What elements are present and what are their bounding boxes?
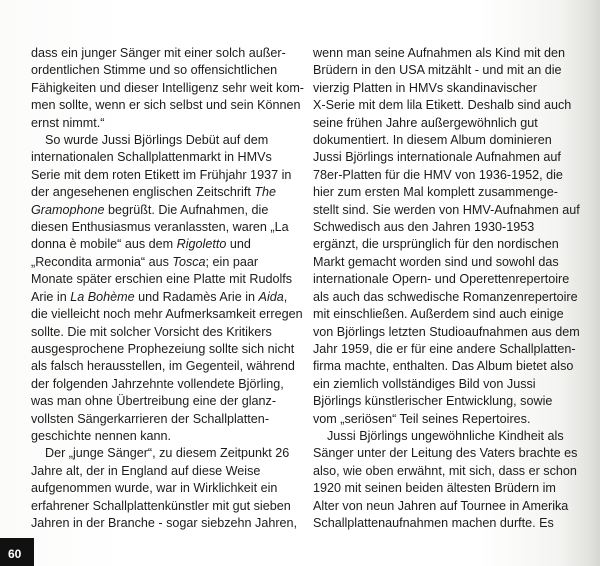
text-line: vom „seriösen“ Teil seines Repertoires.	[313, 411, 531, 426]
text-line: der angesehenen englischen Zeitschrift The	[31, 185, 277, 200]
text-line: ernst nimmt.“	[31, 115, 105, 130]
right-text-column	[313, 45, 580, 532]
text-line: Sänger unter der Leitung des Vaters brachte es	[313, 446, 578, 461]
text-line: So wurde Jussi Björlings Debüt auf dem	[45, 133, 269, 148]
text-line: was man ohne Übertreibung eine der glanz-	[31, 394, 277, 409]
text-line: ordentlichen Stimme und so offensichtlichen	[31, 63, 278, 78]
text-line: diesen Enthusiasmus veranlassten, waren „La	[31, 220, 289, 235]
text-line: die vielleicht noch mehr Aufmerksamkeit erregen	[31, 307, 303, 322]
text-line: Fähigkeiten und dieser Intelligenz sehr weit kom-	[31, 80, 305, 95]
page-number-box	[0, 538, 34, 566]
text-line: erfahrener Schallplattenkünstler mit gut sieben	[31, 498, 291, 513]
text-line: Brüdern in den USA mitzählt - und mit an die	[313, 63, 562, 78]
text-line: Jahr 1959, die er für eine andere Schallplatten-	[313, 341, 576, 356]
text-line: X-Serie mit dem lila Etikett. Deshalb sind auch	[313, 98, 572, 113]
text-line: als falsch herausstellen, im Gegenteil, während	[31, 359, 295, 374]
text-line: Der „junge Sänger“, zu diesem Zeitpunkt 26	[45, 446, 290, 461]
text-line: Schwedisch aus den Jahren 1930-1953	[313, 220, 535, 235]
text-line: vollsten Sängerkarrieren der Schallplatten-	[31, 411, 270, 426]
text-line: „Recondita armonia“ aus Tosca; ein paar	[31, 254, 259, 269]
text-line: ergänzt, die ursprünglich für den nordischen	[313, 237, 559, 252]
text-line: hier zum ersten Mal komplett zusammenge-	[313, 185, 558, 200]
text-line: Alter von neun Jahren auf Tournee in Amerika	[313, 498, 569, 513]
text-line: der folgenden Jahrzehnte vollendete Björling,	[31, 376, 284, 391]
text-line: aufgenommen wurde, war in Wirklichkeit ein	[31, 481, 278, 496]
text-line: firma machte, enthalten. Das Album bietet also	[313, 359, 574, 374]
text-line: Jahre alt, der in England auf diese Weise	[31, 463, 261, 478]
text-line: also, wie oben erwähnt, mit sich, dass er schon	[313, 463, 577, 478]
text-line: Jussi Björlings internationale Aufnahmen auf	[313, 150, 561, 165]
text-line: geschichte nennen kann.	[31, 428, 172, 443]
text-line: Jahren in der Branche - sogar siebzehn Jahren,	[31, 515, 298, 530]
text-line: von Björlings letzten Studioaufnahmen aus dem	[313, 324, 580, 339]
text-line: 78er-Platten für die HMV von 1936-1952, die	[313, 167, 563, 182]
text-line: dass ein junger Sänger mit einer solch außer-	[31, 46, 286, 60]
text-line: wenn man seine Aufnahmen als Kind mit den	[313, 46, 566, 60]
left-text-column	[31, 45, 305, 532]
text-line: Monate später erschien eine Platte mit Rudolfs	[31, 272, 293, 287]
text-line: Björlings künstlerischer Entwicklung, sowie	[313, 394, 553, 409]
page-number: 60	[8, 547, 22, 561]
text-line: ein ziemlich vollständiges Bild von Jussi	[313, 376, 536, 391]
text-line: sollte. Die mit solcher Vorsicht des Kritikers	[31, 324, 272, 339]
text-line: Arie in La Bohème und Radamès Arie in Aida,	[31, 289, 288, 304]
text-line: internationale Opern- und Operettenrepertoire	[313, 272, 570, 287]
text-line: 1920 mit seinen beiden ältesten Brüdern im	[313, 481, 556, 496]
text-line: seine frühen Jahre außergewöhnlich gut	[313, 115, 538, 130]
text-line: internationalen Schallplattenmarkt in HMVs	[31, 150, 272, 165]
text-line: als auch das schwedische Romanzenrepertoire	[313, 289, 578, 304]
text-line: donna è mobile“ aus dem Rigoletto und	[31, 237, 251, 252]
text-line: Jussi Björlings ungewöhnliche Kindheit als	[327, 428, 564, 443]
text-line: vierzig Platten in HMVs skandinavischer	[313, 80, 537, 95]
text-line: Markt gemacht worden sind und sowohl das	[313, 254, 559, 269]
text-line: mit einschließen. Außerdem sind auch einige	[313, 307, 564, 322]
text-line: Gramophone begrüßt. Die Aufnahmen, die	[31, 202, 269, 217]
text-line: stellt sind. Sie werden von HMV-Aufnahmen auf	[313, 202, 580, 217]
text-line: dokumentiert. In diesem Album dominieren	[313, 133, 552, 148]
text-line: Schallplattenaufnahmen machen durfte. Es	[313, 515, 554, 530]
text-line: Serie mit dem roten Etikett im Frühjahr 1937 in	[31, 167, 292, 182]
text-line: ausgesprochene Prophezeiung sollte sich nicht	[31, 341, 295, 356]
text-line: men sollte, wenn er sich selbst und sein Können	[31, 98, 301, 113]
